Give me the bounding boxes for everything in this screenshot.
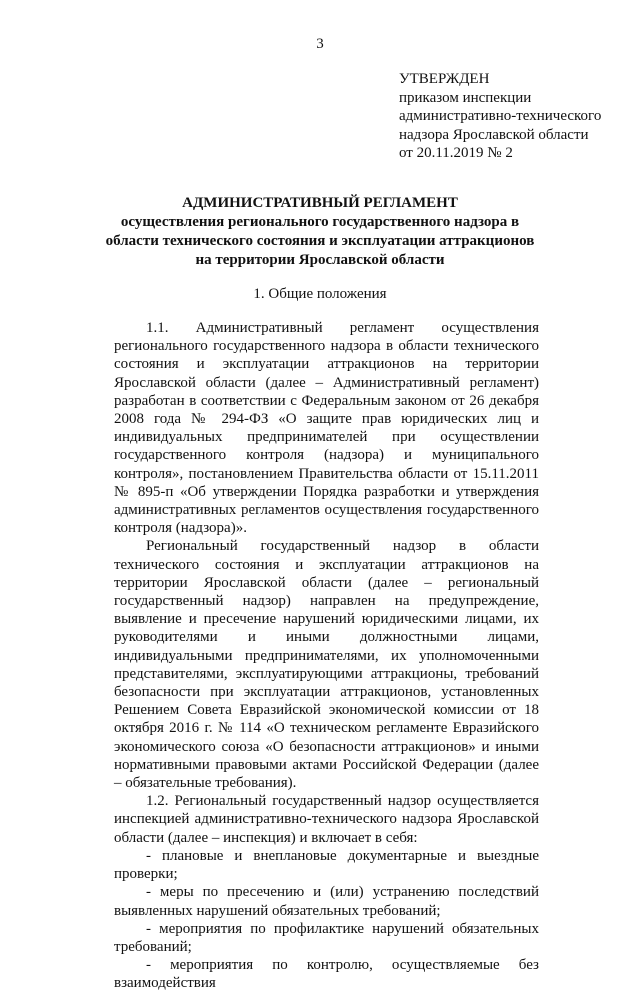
approval-line: надзора Ярославской области <box>399 126 589 143</box>
approval-stamp <box>399 70 601 163</box>
list-item: - мероприятия по профилактике нарушений обязательных требований; <box>114 920 539 955</box>
title-heading: АДМИНИСТРАТИВНЫЙ РЕГЛАМЕНТ <box>182 195 458 211</box>
paragraph: 1.1. Административный регламент осуществления регионального государственного надзора в области технического состояния и эксплуатации аттракционов на территории Ярославской области (далее – Административный регламент) разработан в соответствии с Федеральным законом от 26 декабря 2008 года № 294-ФЗ «О защите прав юридических лиц и индивидуальных предпринимателей при осуществлении государственного контроля (надзора) и муниципального контроля», постановлением Правительства области от 15.11.2011 № 895-п «Об утверждении Порядка разработки и утверждения административных регламентов осуществления государственного контроля (надзора)». <box>114 320 539 537</box>
approval-line: приказом инспекции <box>399 89 532 106</box>
approval-line: от 20.11.2019 № 2 <box>399 145 513 161</box>
document-title <box>100 194 540 270</box>
list-item: - меры по пресечению и (или) устранению последствий выявленных нарушений обязательных требований; <box>114 884 539 919</box>
approval-line: УТВЕРЖДЕН <box>399 71 490 87</box>
list-item: - плановые и внеплановые документарные и выездные проверки; <box>114 847 539 883</box>
paragraph: Региональный государственный надзор в области технического состояния и эксплуатации аттракционов на территории Ярославской области (далее – региональный государственный надзор) направлен на предупреждение, выявление и пресечение нарушений юридическими лицами, их руководителями и иными должностными лицами, индивидуальными предпринимателями, их уполномоченными представителями, эксплуатирующими аттракционы, требований безопасности при эксплуатации аттракционов, установленных Решением Совета Евразийской экономической комиссии от 18 октября 2016 г. № 114 «О техническом регламенте Евразийского экономического союза «О безопасности аттракционов» и иными нормативными правовыми актами Российской Федерации (далее – обязательные требования). <box>114 538 539 792</box>
section-heading: 1. Общие положения <box>253 286 387 302</box>
title-subtitle: осуществления регионального государственного надзора в области технического состояния и эксплуатации аттракционов на территории Ярославской области <box>105 214 535 268</box>
page-number: 3 <box>316 36 324 52</box>
body-text <box>114 319 539 993</box>
approval-line: административно-технического <box>399 108 602 124</box>
paragraph: 1.2. Региональный государственный надзор осуществляется инспекцией административно-технического надзора Ярославской области (далее – инспекция) и включает в себя: <box>114 793 539 846</box>
list-item: - мероприятия по контролю, осуществляемые без взаимодействия <box>114 957 539 992</box>
